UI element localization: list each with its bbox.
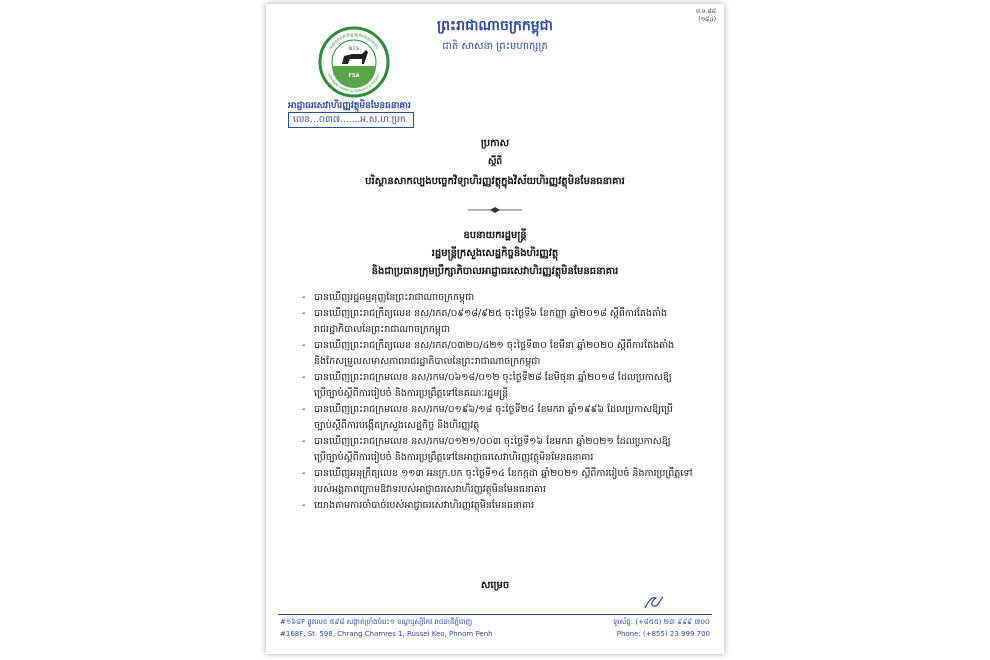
reference-number: លេខ...០៣៧.......អ.ស.ហ.ប្រក	[288, 112, 414, 128]
list-item: - បានឃើញរដ្ឋធម្មនុញ្ញនៃព្រះរាជាណាចក្រកម្ពុជា	[302, 292, 475, 303]
doc-type-title: ប្រកាស	[480, 138, 510, 149]
signature-mark-icon	[642, 592, 666, 612]
document-page	[266, 4, 724, 654]
list-item: - បានឃើញអនុក្រឹត្យលេខ ១១៣ អនក្រ.បក ចុះថ្ងៃទី១៤ ខែកក្កដា ឆ្នាំ២០២១ ស្ដីពីការរៀបចំ និងការប្រព្រឹត្តទៅ របស់អង្គភាពក្រោមឱវាទរបស់អាជ្ញាធរសេវាហិរញ្ញវត្ថុមិនមែនធនាគារ	[302, 468, 693, 495]
legal-basis-list	[302, 290, 702, 514]
logo-text-bottom: NON-BANK FINANCIAL SERVICES AUTHORITY	[326, 72, 382, 94]
list-item: - បានឃើញព្រះរាជក្រមលេខ នស/រកម/០១៩៦/១៨ ចុះថ្ងៃទី២៤ ខែមករា ឆ្នាំ១៩៩៦ ដែលប្រកាសឱ្យប្រើ ច្បាប់ស្ដីពីការបង្កើតក្រសួងសេដ្ឋកិច្ច និងហិរញ្ញវត្ថុ	[302, 404, 673, 431]
footer-address-kh: #១៦៨F ផ្លូវលេខ ៥៩៨ សង្កាត់ច្រាំងចំរេះ១ ខណ្ឌឬស្សីកែវ រាជធានីភ្នំពេញ	[280, 618, 473, 626]
footer-divider	[278, 614, 712, 615]
nation-religion-king: ជាតិ សាសនា ព្រះមហាក្សត្រ	[442, 41, 548, 52]
minister-title-3: និងជាប្រធានក្រុមប្រឹក្សាភិបាលអាជ្ញាធរសេវាហិរញ្ញវត្ថុមិនមែនធនាគារ	[371, 266, 619, 277]
nbfsa-logo-icon	[318, 26, 390, 98]
doc-subject: បរិស្ថានសាកល្បងបច្ចេកវិទ្យាហិរញ្ញវត្ថុក្នុងវិស័យហិរញ្ញវត្ថុមិនមែនធនាគារ	[365, 176, 625, 187]
list-item: - បានឃើញព្រះរាជក្រមលេខ នស/រកម/០៦១៨/០១២ ចុះថ្ងៃទី២៨ ខែមិថុនា ឆ្នាំ២០១៨ ដែលប្រកាសឱ្យ ប្រើច្បាប់ស្ដីពីការរៀបចំ និងការប្រព្រឹត្តទៅនៃគណៈរដ្ឋមន្ត្រី	[302, 372, 672, 399]
kingdom-title: ព្រះរាជាណាចក្រកម្ពុជា	[436, 18, 553, 34]
divider-ornament-icon	[466, 206, 524, 214]
minister-title-1: ឧបនាយករដ្ឋមន្ត្រី	[463, 230, 527, 241]
footer-phone-kh: ទូរស័ព្ទ: (+៨៥៥) ២៣ ៩៩៩ ៧០០	[612, 618, 710, 626]
authority-name: អាជ្ញាធរសេវាហិរញ្ញវត្ថុមិនមែនធនាគារ	[288, 101, 411, 111]
decision-heading: សម្រេច	[480, 580, 510, 591]
list-item: - បានឃើញព្រះរាជក្រឹត្យលេខ នស/រកត/០៣២០/៤២១ ចុះថ្ងៃទី៣០ ខែមីនា ឆ្នាំ២០២០ ស្ដីពីការតែងតាំង និងកែសម្រួលសមាសភាពរាជរដ្ឋាភិបាលនៃព្រះរាជាណាចក្រកម្ពុជា	[302, 340, 675, 367]
on-label: ស្ដីពី	[487, 157, 503, 167]
list-item: - យោងតាមការចាំបាច់របស់អាជ្ញាធរសេវាហិរញ្ញវត្ថុមិនមែនធនាគារ	[302, 500, 535, 511]
list-item: - បានឃើញព្រះរាជក្រមលេខ នស/រកម/០១២១/០០៣ ចុះថ្ងៃទី១៦ ខែមករា ឆ្នាំ២០២១ ដែលប្រកាសឱ្យ ប្រើច្បាប់ស្ដីពីការរៀបចំ និងការប្រព្រឹត្តទៅនៃអាជ្ញាធរសេវាហិរញ្ញវត្ថុមិនមែនធនាគារ	[302, 436, 671, 463]
logo-abbr-top: N.F.S	[349, 46, 359, 51]
logo-text-top: អាជ្ញាធរសេវាហិរញ្ញវត្ថុមិនមែនធនាគារ	[327, 31, 381, 50]
footer-phone-en: Phone: (+855) 23 999 700	[616, 630, 710, 638]
footer-address-en: #168F, St. 598, Chrang Chamres 1, Russei Keo, Phnom Penh	[280, 630, 493, 638]
corner-mark: ប.ទ.៨៨ (១៨៤)	[696, 8, 716, 23]
list-item: - បានឃើញព្រះរាជក្រឹត្យលេខ នស/រកត/០៩១៨/៩២៥ ចុះថ្ងៃទី៦ ខែកញ្ញា ឆ្នាំ២០១៨ ស្ដីពីការតែងតាំង រាជរដ្ឋាភិបាលនៃព្រះរាជាណាចក្រកម្ពុជា	[302, 308, 668, 335]
logo-abbr: FSA	[348, 73, 360, 79]
minister-title-2: រដ្ឋមន្ត្រីក្រសួងសេដ្ឋកិច្ចនិងហិរញ្ញវត្ថុ	[431, 248, 559, 259]
